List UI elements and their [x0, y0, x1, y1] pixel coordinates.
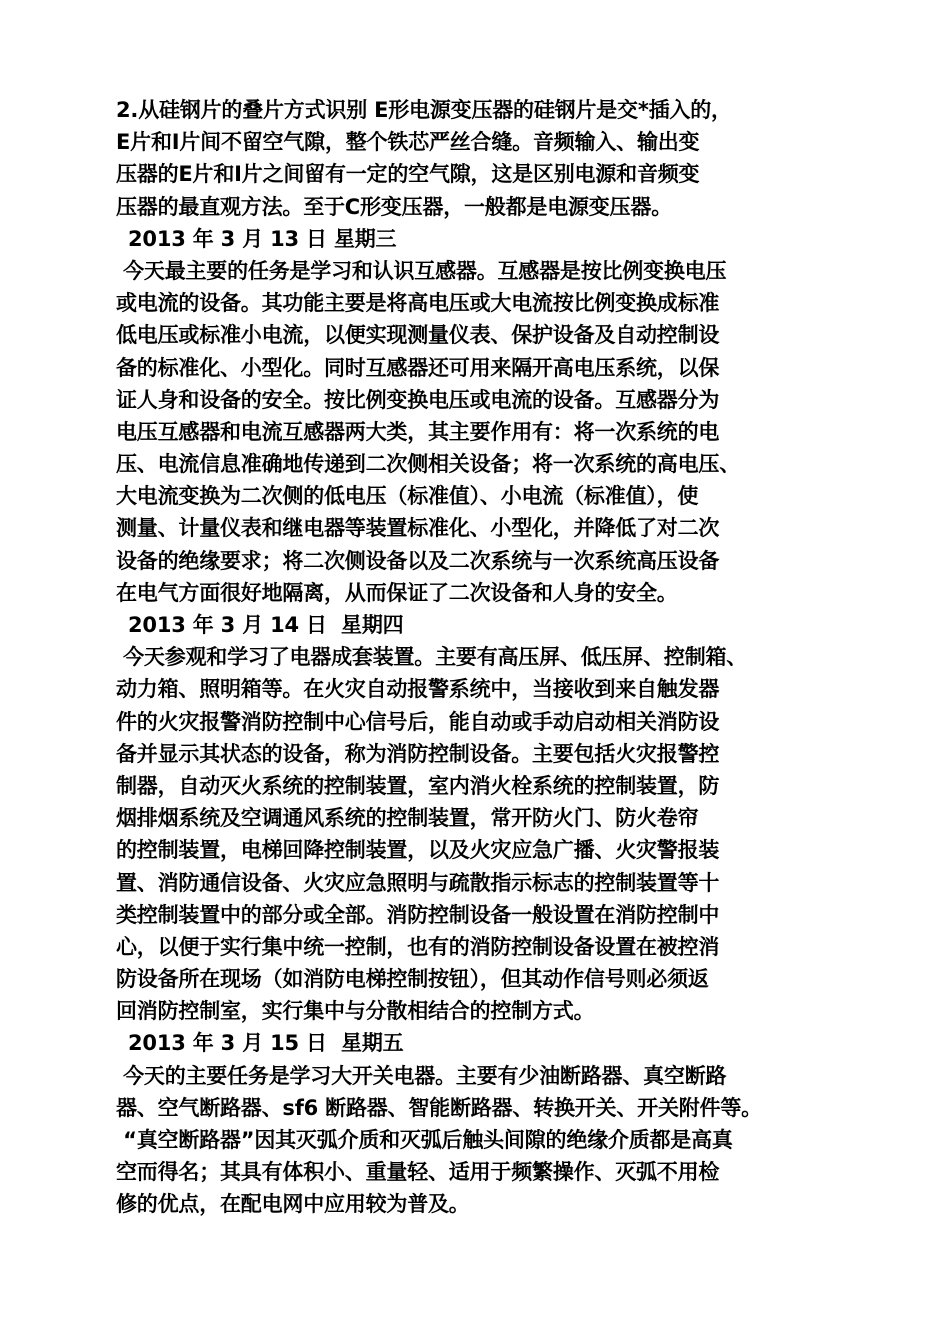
document-body: [116, 94, 846, 1221]
text-line: 大电流变换为二次侧的低电压（标准值）、小电流（标准值），使: [116, 484, 699, 509]
text-line: 今天参观和学习了电器成套装置。主要有高压屏、低压屏、控制箱、: [116, 645, 748, 670]
text-line: 的控制装置，电梯回降控制装置，以及火灾应急广播、火灾警报装: [116, 838, 720, 863]
text-line: 压器的E片和I片之间留有一定的空气隙，这是区别电源和音频变: [116, 162, 700, 187]
text-line: 烟排烟系统及空调通风系统的控制装置，常开防火门、防火卷帘: [116, 806, 699, 831]
text-line: 修的优点，在配电网中应用较为普及。: [116, 1192, 470, 1217]
text-line: 压、电流信息准确地传递到二次侧相关设备；将一次系统的高电压、: [116, 452, 740, 477]
text-line: 压器的最直观方法。至于C形变压器，一般都是电源变压器。: [116, 194, 673, 219]
text-line: 动力箱、照明箱等。在火灾自动报警系统中，当接收到来自触发器: [116, 677, 720, 702]
text-line: 证人身和设备的安全。按比例变换电压或电流的设备。互感器分为: [116, 387, 720, 412]
text-line: 防设备所在现场（如消防电梯控制按钮），但其动作信号则必须返: [116, 967, 709, 992]
text-line: 2.从硅钢片的叠片方式识别 E形电源变压器的硅钢片是交*插入的，: [116, 98, 732, 122]
date-heading: 2013 年 3 月 14 日 星期四: [128, 613, 404, 637]
text-line: 设备的绝缘要求；将二次侧设备以及二次系统与一次系统高压设备: [116, 548, 720, 573]
text-line: 今天最主要的任务是学习和认识互感器。互感器是按比例变换电压: [116, 258, 727, 283]
text-line: 今天的主要任务是学习大开关电器。主要有少油断路器、真空断路: [116, 1063, 727, 1088]
text-line: 器、空气断路器、sf6 断路器、智能断路器、转换开关、开关附件等。: [116, 1095, 762, 1120]
text-line: 置、消防通信设备、火灾应急照明与疏散指示标志的控制装置等十: [116, 870, 720, 895]
text-line: 类控制装置中的部分或全部。消防控制设备一般设置在消防控制中: [116, 902, 720, 927]
text-line: 心，以便于实行集中统一控制，也有的消防控制设备设置在被控消: [116, 934, 720, 959]
date-heading: 2013 年 3 月 13 日 星期三: [128, 226, 397, 251]
text-line: 在电气方面很好地隔离，从而保证了二次设备和人身的安全。: [116, 580, 678, 605]
text-line: 电压互感器和电流互感器两大类，其主要作用有：将一次系统的电: [116, 419, 720, 444]
text-line: 低电压或标准小电流，以便实现测量仪表、保护设备及自动控制设: [116, 323, 720, 348]
date-heading: 2013 年 3 月 15 日 星期五: [128, 1031, 404, 1056]
text-line: 回消防控制室，实行集中与分散相结合的控制方式。: [116, 999, 595, 1024]
text-line: 制器，自动灭火系统的控制装置，室内消火栓系统的控制装置，防: [116, 773, 720, 798]
text-line: “真空断路器”因其灭弧介质和灭弧后触头间隙的绝缘介质都是高真: [116, 1128, 733, 1152]
text-line: 空而得名；其具有体积小、重量轻、适用于频繁操作、灭弧不用检: [116, 1160, 720, 1185]
text-line: 件的火灾报警消防控制中心信号后，能自动或手动启动相关消防设: [116, 709, 720, 734]
text-line: 或电流的设备。其功能主要是将高电压或大电流按比例变换成标准: [116, 291, 720, 316]
text-line: E片和I片间不留空气隙，整个铁芯严丝合缝。音频输入、输出变: [116, 130, 700, 155]
text-line: 备的标准化、小型化。同时互感器还可用来隔开高电压系统，以保: [116, 355, 720, 380]
text-line: 测量、计量仪表和继电器等装置标准化、小型化，并降低了对二次: [116, 516, 720, 541]
text-line: 备并显示其状态的设备，称为消防控制设备。主要包括火灾报警控: [116, 741, 720, 766]
